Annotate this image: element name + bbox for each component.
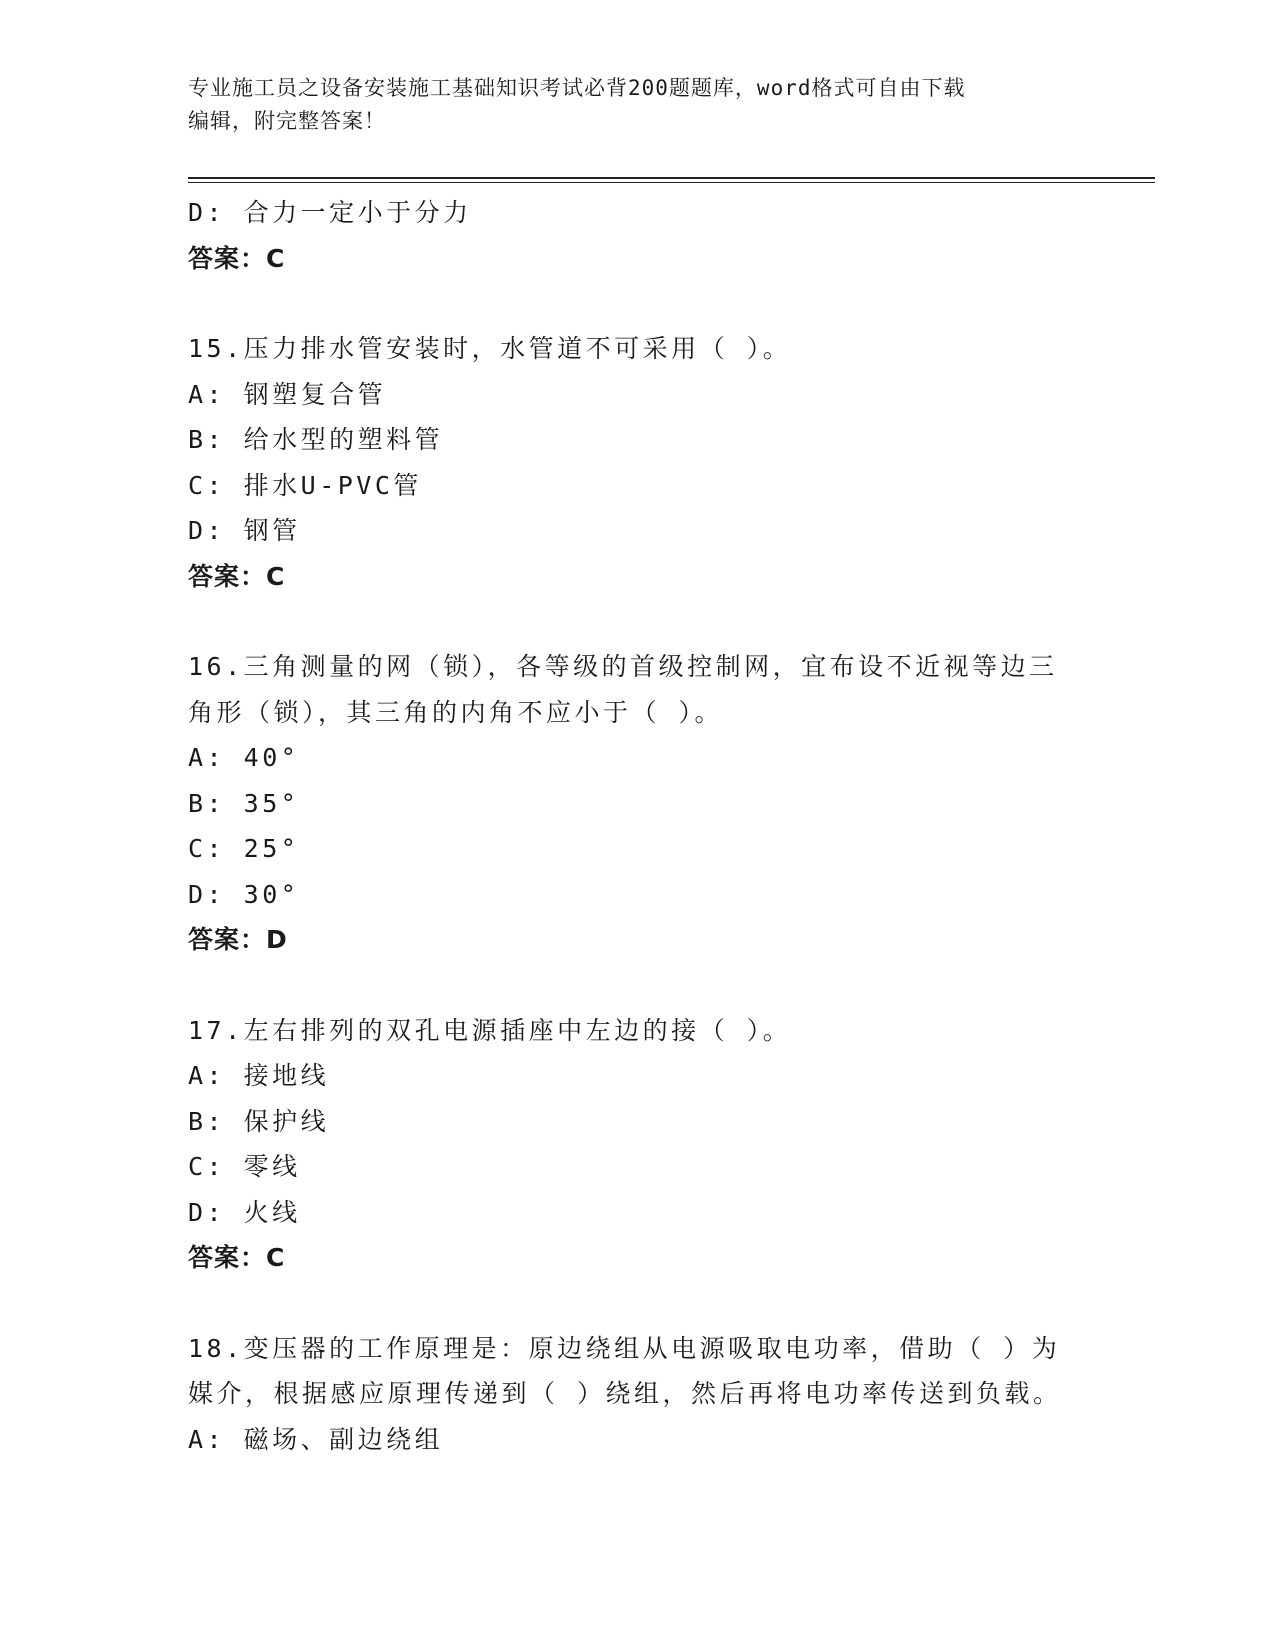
option-a: A: 接地线 [188,1061,330,1090]
option-d: D: 火线 [188,1197,301,1227]
answer: 答案：C [188,1243,286,1272]
header-rule-thin [188,182,1155,183]
option-c: C: 25° [188,834,300,863]
document-body [188,190,1088,1462]
question-text: 16.三角测量的网（锁），各等级的首级控制网，宜布设不近视等边三 [188,652,1058,681]
question-16 [188,644,1088,963]
option-d: D: 合力一定小于分力 [188,198,472,227]
question-text: 17.左右排列的双孔电源插座中左边的接（ ）。 [188,1015,792,1045]
header-rule [188,177,1155,179]
header-line-2: 编辑，附完整答案！ [188,109,386,133]
question-text: 15.压力排水管安装时，水管道不可采用（ ）。 [188,334,792,363]
question-15 [188,326,1088,599]
option-a: A: 40° [188,743,300,772]
page-header [188,72,1068,138]
option-c: C: 零线 [188,1152,301,1181]
question-text-cont: 角形（锁），其三角的内角不应小于（ ）。 [188,697,724,727]
header-line-1: 专业施工员之设备安装施工基础知识考试必背200题题库，word格式可自由下载 [188,76,966,100]
question-text-cont: 媒介，根据感应原理传递到（ ）绕组，然后再将电功率传送到负载。 [188,1379,1062,1408]
option-b: B: 给水型的塑料管 [188,425,444,454]
option-a: A: 钢塑复合管 [188,379,387,409]
option-d: D: 钢管 [188,516,301,545]
option-b: B: 35° [188,788,300,818]
option-a: A: 磁场、副边绕组 [188,1424,444,1454]
option-c: C: 排水U-PVC管 [188,470,422,500]
answer: 答案：C [188,561,286,591]
answer: 答案：D [188,925,288,954]
question-18 [188,1326,1088,1463]
answer: 答案：C [188,243,286,273]
option-b: B: 保护线 [188,1106,330,1136]
question-17 [188,1008,1088,1281]
partial-question [188,190,1088,281]
question-text: 18.变压器的工作原理是：原边绕组从电源吸取电功率，借助（ ）为 [188,1333,1061,1363]
option-d: D: 30° [188,879,300,909]
